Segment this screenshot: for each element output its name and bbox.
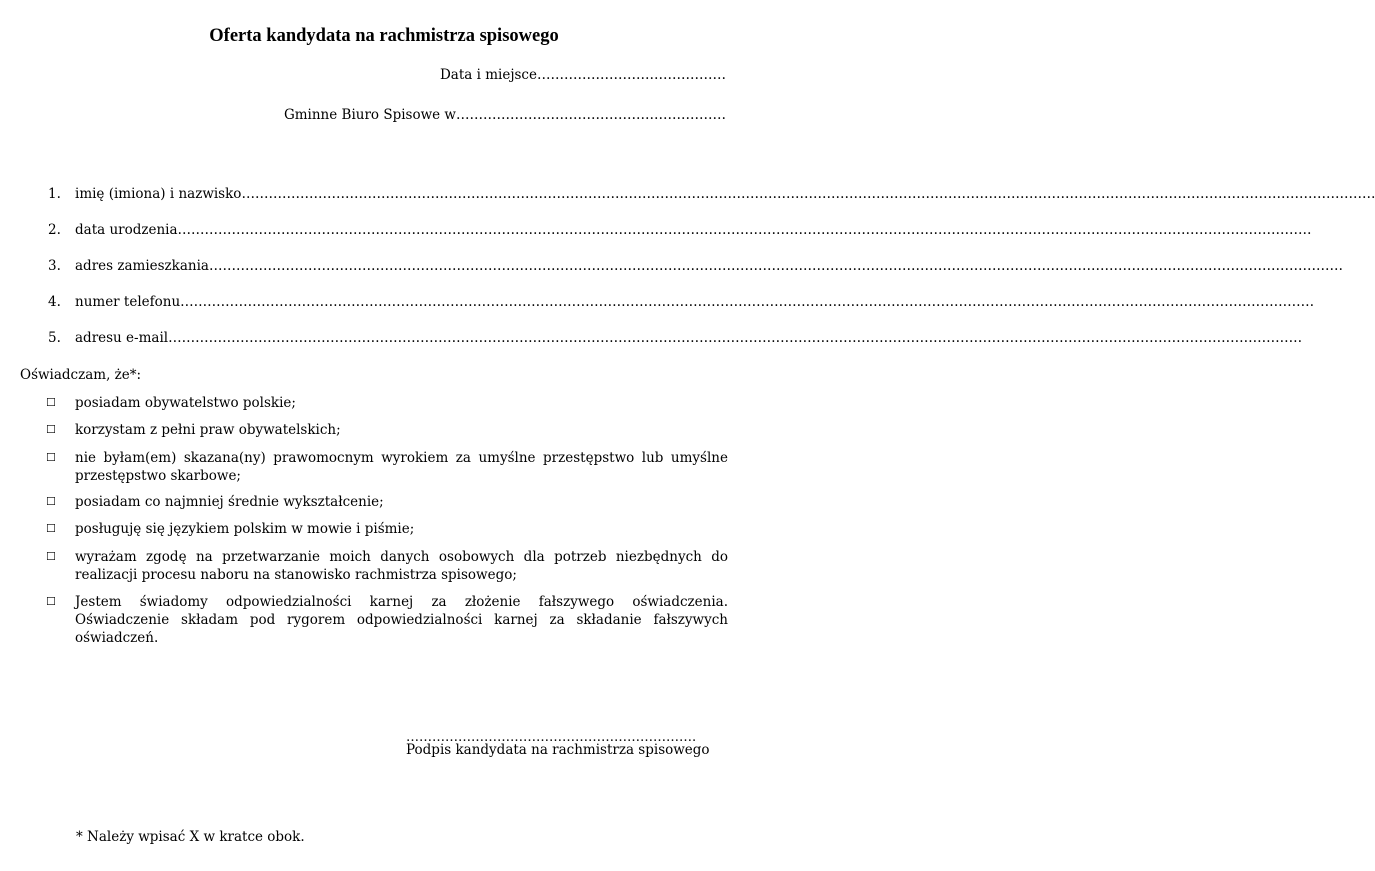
field-name xyxy=(48,186,1375,202)
field-label: adresu e-mail xyxy=(75,330,169,346)
fill-dots: ……………………………………………………………………………………………………………………………………………………………………………………………………………………………… xyxy=(177,222,1312,238)
fill-dots: ……………………………………………………………………………………………………………………………………………………………………………………………………………………………… xyxy=(241,186,1375,202)
field-label: numer telefonu xyxy=(75,294,181,310)
field-label: imię (imiona) i nazwisko xyxy=(75,186,242,202)
declaration-text: nie byłam(em) skazana(ny) prawomocnym wyrokiem za umyślne przestępstwo lub umyślne przestępstwo skarbowe; xyxy=(75,450,728,484)
declaration-item xyxy=(46,548,728,584)
checkbox-icon[interactable]: ☐ xyxy=(46,495,56,508)
signature-label: Podpis kandydata na rachmistrza spisowego xyxy=(406,742,710,758)
declaration-text: posiadam obywatelstwo polskie; xyxy=(75,395,296,411)
field-number: 3. xyxy=(48,258,61,274)
declaration-item xyxy=(46,493,728,511)
field-label: data urodzenia xyxy=(75,222,178,238)
checkbox-icon[interactable]: ☐ xyxy=(46,550,56,563)
fill-dots: ……………………………………………………………………………………………………………………………………………………………………………………………………………………………… xyxy=(180,294,1315,310)
field-number: 2. xyxy=(48,222,61,238)
field-label: adres zamieszkania xyxy=(75,258,209,274)
date-place-line: Data i miejsce…………………………………… xyxy=(439,67,726,83)
declaration-item xyxy=(46,520,728,538)
field-address xyxy=(48,258,1343,274)
footnote: * Należy wpisać X w kratce obok. xyxy=(76,829,305,845)
field-birth-date xyxy=(48,222,1312,238)
declaration-item xyxy=(46,593,728,647)
checkbox-icon[interactable]: ☐ xyxy=(46,522,56,535)
declaration-item xyxy=(46,449,728,485)
field-number: 4. xyxy=(48,294,61,310)
field-phone xyxy=(48,294,1315,310)
declaration-text: wyrażam zgodę na przetwarzanie moich danych osobowych dla potrzeb niezbędnych do realizacji procesu naboru na stanowisko rachmistrza spisowego; xyxy=(75,549,728,583)
checkbox-icon[interactable]: ☐ xyxy=(46,451,56,464)
checkbox-icon[interactable]: ☐ xyxy=(46,423,56,436)
declaration-text: korzystam z pełni praw obywatelskich; xyxy=(75,422,341,438)
form-title: Oferta kandydata na rachmistrza spisowego xyxy=(209,26,559,46)
declaration-item xyxy=(46,421,728,439)
checkbox-icon[interactable]: ☐ xyxy=(46,595,56,608)
declaration-text: posiadam co najmniej średnie wykształcenie; xyxy=(75,494,384,510)
declaration-text: posługuję się językiem polskim w mowie i piśmie; xyxy=(75,521,415,537)
field-number: 1. xyxy=(48,186,61,202)
signature-line: …………………………………………………………. xyxy=(406,730,697,745)
fill-dots: ……………………………………………………………………………………………………………………………………………………………………………………………………………………………… xyxy=(168,330,1303,346)
field-email xyxy=(48,330,1303,346)
field-number: 5. xyxy=(48,330,61,346)
declaration-item xyxy=(46,394,728,412)
declaration-text: Jestem świadomy odpowiedzialności karnej za złożenie fałszywego oświadczenia. Oświadczenie składam pod rygorem odpowiedzialności karnej za składanie fałszywych oświadczeń. xyxy=(75,594,728,646)
declaration-heading: Oświadczam, że*: xyxy=(20,367,142,383)
checkbox-icon[interactable]: ☐ xyxy=(46,396,56,409)
office-line: Gminne Biuro Spisowe w…………………………………………………… xyxy=(283,107,726,123)
fill-dots: ……………………………………………………………………………………………………………………………………………………………………………………………………………………………… xyxy=(208,258,1343,274)
